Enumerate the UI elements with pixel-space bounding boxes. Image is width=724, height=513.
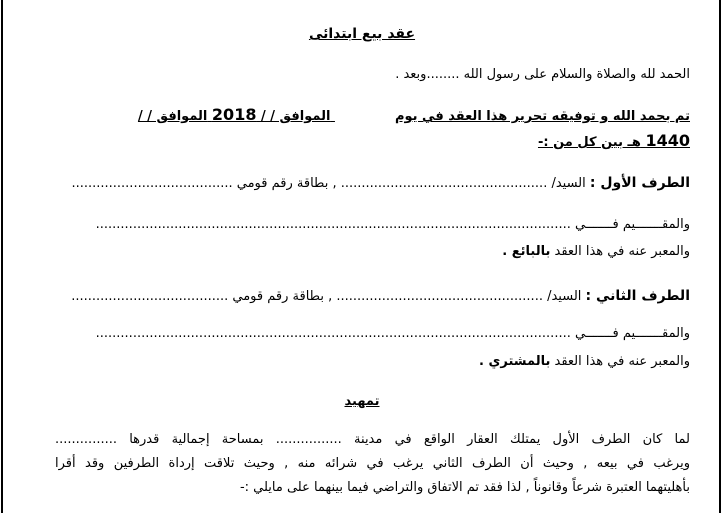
- preamble-line-3: بأهليتهما العتبرة شرعاً وقانوناً , لذا فقد تم الاتفاق والتراضي فيما بينهما على مايلي :-: [239, 480, 690, 495]
- party2-line1: [52, 287, 690, 306]
- year-gregorian: 2018: [211, 105, 257, 124]
- preamble-heading: تمهيد: [344, 394, 380, 409]
- opening-line: الحمد لله والصلاة والسلام على رسول الله ........وبعد .: [395, 67, 690, 82]
- party1-name-id: السيد/ .................................................. , بطاقة رقم قومي .......................................: [71, 176, 586, 191]
- party1-line1: [52, 174, 690, 193]
- party1-address: والمقـــــــيم فـــــــي ...................................................................................................................: [95, 217, 690, 232]
- between-label: هـ بين كل من :-: [537, 135, 641, 150]
- party2-role-text: والمعبر عنه في هذا العقد: [554, 354, 690, 369]
- preamble-line-2: ويرغب في بيعه , وحيث أن الطرف الثاني يرغب في شرائه منه , وحيث تلاقت إرداة الطرفين وقد أقرا: [55, 456, 690, 471]
- party2-role: بالمشتري .: [478, 354, 551, 369]
- date-gregorian-label: الموافق / /: [260, 109, 331, 124]
- date-intro: تم بحمد الله و توفيقه تحرير هذا العقد في يوم: [394, 109, 690, 124]
- preamble-line-1: لما كان الطرف الأول يمتلك العقار الواقع في مدينة ................ بمساحة إجمالية قدرها ...............: [55, 432, 690, 447]
- contract-date-line: [52, 106, 690, 126]
- party2-label: الطرف الثاني :: [585, 288, 690, 304]
- page-border-right: [719, 0, 721, 513]
- contract-parties-line: [52, 132, 690, 152]
- party2-role-line: [52, 353, 690, 371]
- party1-role-text: والمعبر عنه في هذا العقد: [554, 244, 690, 259]
- party2-address: والمقـــــــيم فـــــــي ...................................................................................................................: [95, 326, 690, 341]
- party1-role: بالبائع .: [502, 244, 551, 259]
- party1-role-line: [52, 243, 690, 261]
- year-hijri: 1440: [645, 131, 690, 150]
- page-border-left: [1, 0, 3, 513]
- party1-label: الطرف الأول :: [589, 175, 690, 191]
- document-title: عقد بيع ابتدائى: [308, 26, 416, 42]
- date-hijri-label: الموافق / /: [137, 109, 208, 124]
- party2-name-id: السيد/ .................................................. , بطاقة رقم قومي ......................................: [71, 289, 582, 304]
